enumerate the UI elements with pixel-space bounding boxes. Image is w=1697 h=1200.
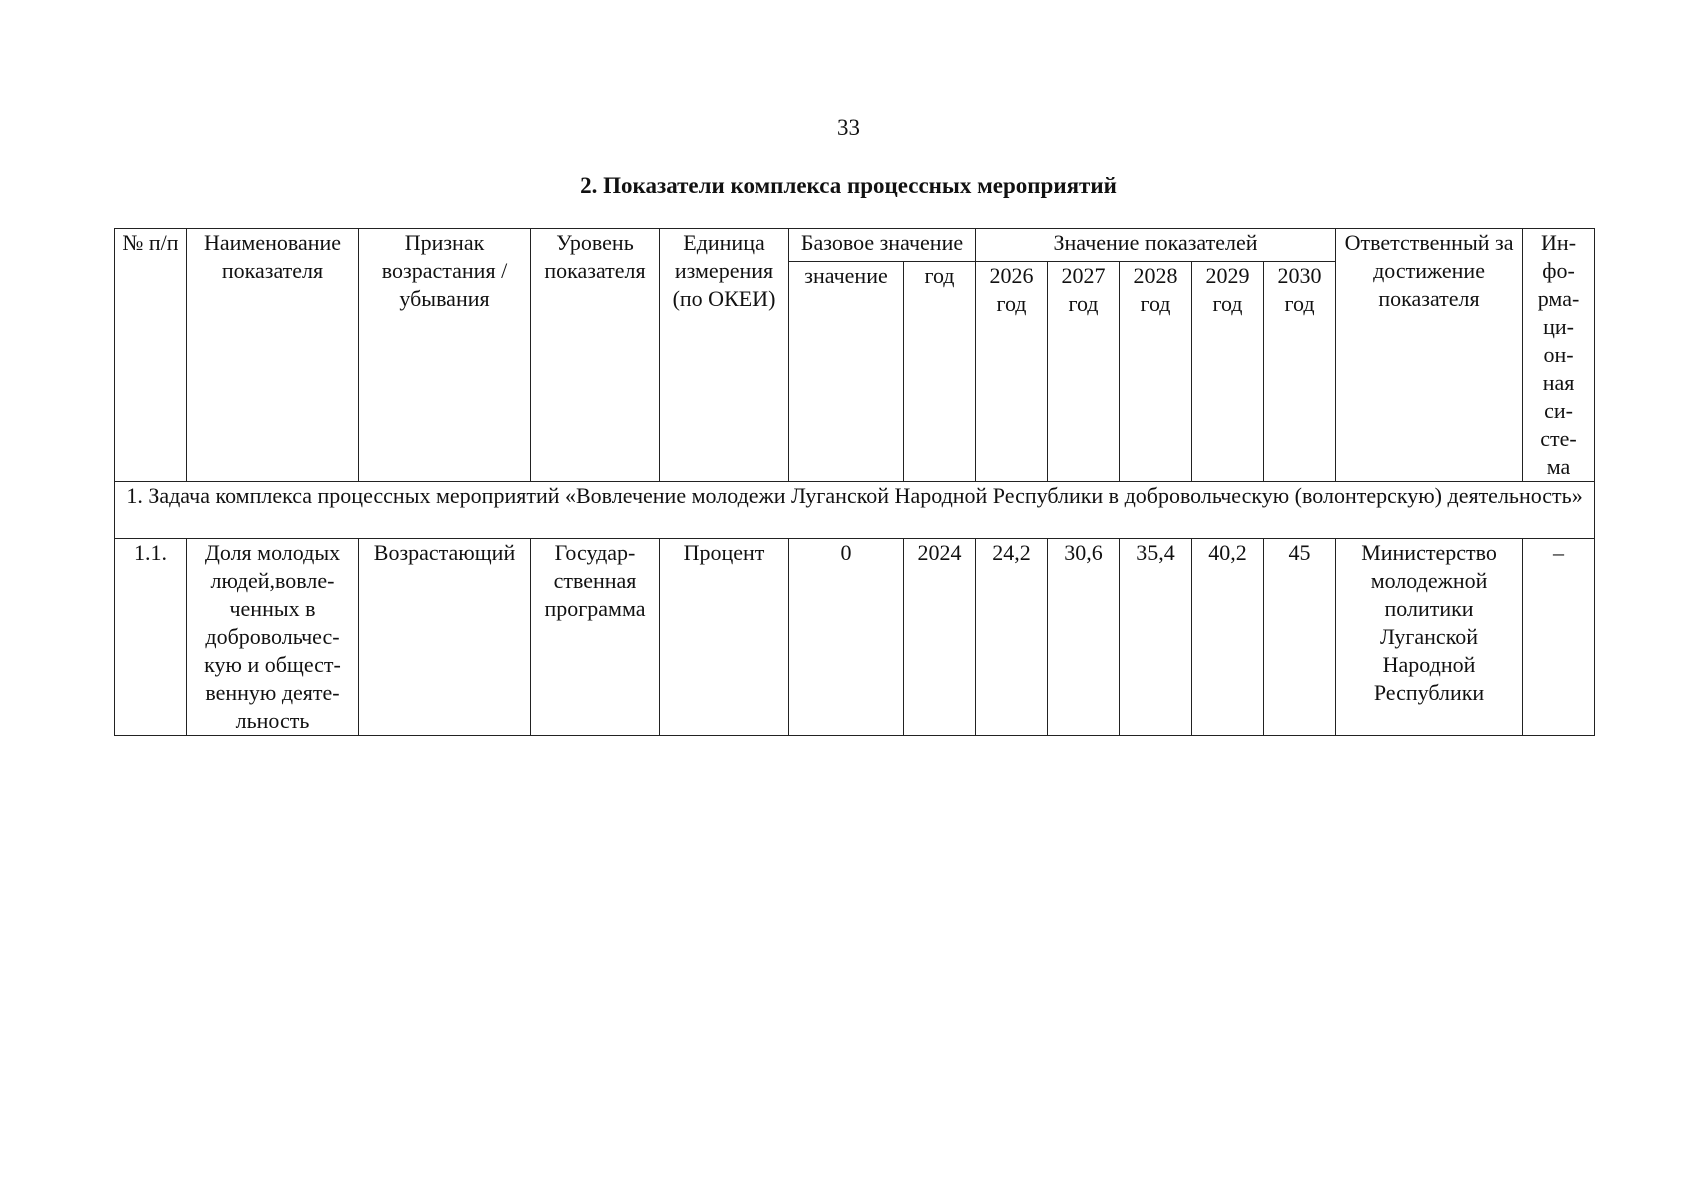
header-responsible: Ответственный за достижение показателя: [1336, 229, 1523, 482]
header-year-2030: 2030 год: [1264, 262, 1336, 482]
cell-2030: 45: [1264, 539, 1336, 736]
indicators-table: [114, 228, 1595, 736]
header-base-value: значение: [789, 262, 904, 482]
header-year-2029: 2029 год: [1192, 262, 1264, 482]
cell-2028: 35,4: [1120, 539, 1192, 736]
header-year-2026: 2026 год: [976, 262, 1048, 482]
cell-info-system: –: [1523, 539, 1595, 736]
cell-2026: 24,2: [976, 539, 1048, 736]
header-info-system: Ин- фо- рма- ци- он- ная си- сте- ма: [1523, 229, 1595, 482]
cell-base-value: 0: [789, 539, 904, 736]
header-row: [115, 229, 1595, 262]
header-num: № п/п: [115, 229, 187, 482]
header-unit: Единица измерения (по ОКЕИ): [660, 229, 789, 482]
cell-name: Доля молодых людей,вовле- ченных в добровольчес- кую и общест- венную деяте- льность: [187, 539, 359, 736]
cell-responsible: Министерство молодежной политики Луганской Народной Республики: [1336, 539, 1523, 736]
header-base-year: год: [904, 262, 976, 482]
section-heading: 2. Показатели комплекса процессных мероприятий: [580, 173, 1117, 198]
header-base: Базовое значение: [789, 229, 976, 262]
table-row: [115, 539, 1595, 736]
task-row: [115, 482, 1595, 539]
cell-num: 1.1.: [115, 539, 187, 736]
header-level: Уровень показателя: [531, 229, 660, 482]
cell-2027: 30,6: [1048, 539, 1120, 736]
cell-trend: Возрастающий: [359, 539, 531, 736]
header-values: Значение показателей: [976, 229, 1336, 262]
header-year-2028: 2028 год: [1120, 262, 1192, 482]
header-name: Наименование показателя: [187, 229, 359, 482]
header-trend: Признак возрастания / убывания: [359, 229, 531, 482]
cell-level: Государ- ственная программа: [531, 539, 660, 736]
page-number: 33: [837, 115, 860, 140]
cell-base-year: 2024: [904, 539, 976, 736]
task-title: 1. Задача комплекса процессных мероприятий «Вовлечение молодежи Луганской Народной Республики в добровольческую (волонтерскую) деятельность»: [115, 482, 1595, 539]
header-year-2027: 2027 год: [1048, 262, 1120, 482]
cell-unit: Процент: [660, 539, 789, 736]
cell-2029: 40,2: [1192, 539, 1264, 736]
